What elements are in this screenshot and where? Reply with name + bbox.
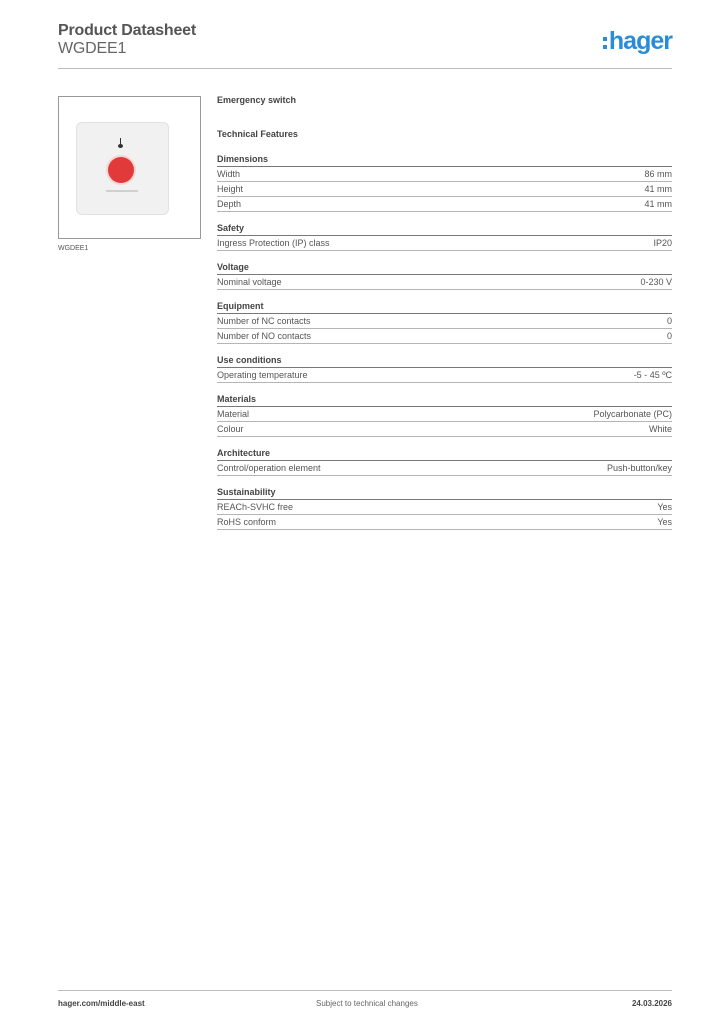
- group-title: Equipment: [217, 299, 672, 314]
- group-title: Voltage: [217, 260, 672, 275]
- feature-group: [217, 353, 672, 383]
- feature-value: Yes: [657, 502, 672, 512]
- feature-group: [217, 485, 672, 530]
- feature-label: RoHS conform: [217, 517, 277, 527]
- feature-value: 0: [666, 331, 672, 341]
- feature-label: Control/operation element: [217, 463, 321, 473]
- feature-value: 0: [666, 316, 672, 326]
- feature-value: 41 mm: [644, 184, 672, 194]
- footer-notice: Subject to technical changes: [316, 999, 418, 1008]
- feature-label: Operating temperature: [217, 370, 308, 380]
- feature-row: [217, 197, 672, 212]
- feature-row: [217, 422, 672, 437]
- group-title: Materials: [217, 392, 672, 407]
- group-title: Sustainability: [217, 485, 672, 500]
- feature-group: [217, 260, 672, 290]
- group-title: Architecture: [217, 446, 672, 461]
- feature-label: Material: [217, 409, 250, 419]
- logo-text: hager: [608, 26, 672, 55]
- feature-value: Yes: [657, 517, 672, 527]
- emergency-button-icon: [108, 157, 134, 183]
- feature-row: [217, 275, 672, 290]
- feature-label: Nominal voltage: [217, 277, 282, 287]
- feature-value: White: [648, 424, 672, 434]
- feature-row: [217, 314, 672, 329]
- section-heading: Technical Features: [217, 129, 298, 139]
- feature-group: [217, 446, 672, 476]
- page-header: [58, 22, 672, 69]
- product-code: WGDEE1: [58, 40, 127, 57]
- feature-row: [217, 500, 672, 515]
- group-title: Use conditions: [217, 353, 672, 368]
- image-caption: WGDEE1: [58, 245, 89, 252]
- page-footer: [58, 990, 672, 1016]
- logo-colon-icon: [603, 37, 607, 49]
- feature-value: Polycarbonate (PC): [593, 409, 672, 419]
- group-title: Dimensions: [217, 152, 672, 167]
- feature-row: [217, 515, 672, 530]
- feature-group: [217, 152, 672, 212]
- feature-value: 41 mm: [644, 199, 672, 209]
- feature-label: Width: [217, 169, 241, 179]
- feature-label: Colour: [217, 424, 244, 434]
- feature-row: [217, 407, 672, 422]
- key-icon: [118, 138, 123, 148]
- hager-logo[interactable]: [603, 26, 672, 56]
- feature-label: Number of NC contacts: [217, 316, 311, 326]
- feature-value: Push-button/key: [606, 463, 672, 473]
- feature-row: [217, 461, 672, 476]
- feature-row: [217, 182, 672, 197]
- feature-group: [217, 221, 672, 251]
- feature-row: [217, 167, 672, 182]
- feature-row: [217, 368, 672, 383]
- switch-plate: [76, 122, 169, 215]
- feature-label: Ingress Protection (IP) class: [217, 238, 330, 248]
- feature-groups: [217, 152, 672, 530]
- feature-value: 86 mm: [644, 169, 672, 179]
- feature-row: [217, 329, 672, 344]
- product-name: Emergency switch: [217, 95, 297, 105]
- group-title: Safety: [217, 221, 672, 236]
- feature-label: REACh-SVHC free: [217, 502, 294, 512]
- feature-value: -5 - 45 ºC: [633, 370, 672, 380]
- feature-label: Depth: [217, 199, 242, 209]
- feature-label: Height: [217, 184, 244, 194]
- feature-group: [217, 392, 672, 437]
- footer-date: 24.03.2026: [631, 999, 672, 1008]
- switch-label-mark: [106, 190, 138, 192]
- feature-row: [217, 236, 672, 251]
- feature-label: Number of NO contacts: [217, 331, 312, 341]
- product-image: [58, 96, 201, 239]
- page-title: Product Datasheet: [58, 22, 196, 39]
- technical-features: [217, 92, 672, 530]
- feature-group: [217, 299, 672, 344]
- feature-value: 0-230 V: [640, 277, 672, 287]
- footer-website[interactable]: hager.com/middle-east: [58, 999, 145, 1008]
- feature-value: IP20: [653, 238, 672, 248]
